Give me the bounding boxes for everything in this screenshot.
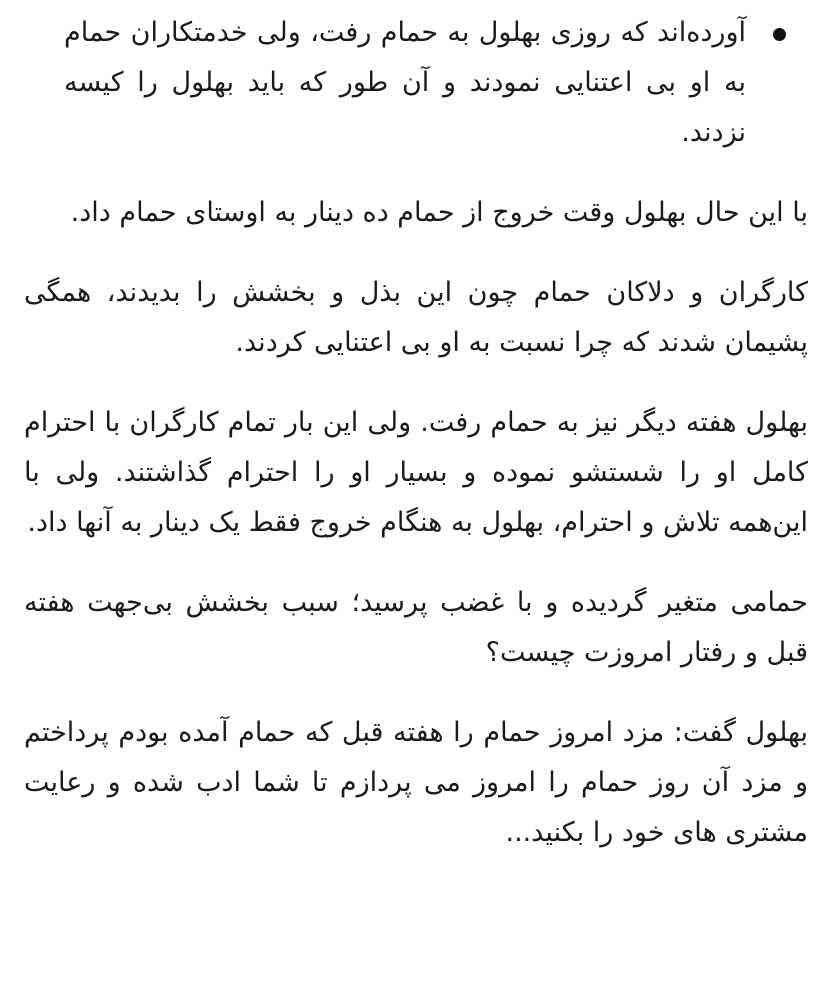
paragraph-bath-owner-question: حمامی متغیر گردیده و با غضب پرسید؛ سبب بخشش بی‌جهت هفته قبل و رفتار امروزت چیست؟ [24,587,808,668]
paragraph-workers-regret: کارگران و دلاکان حمام چون این بذل و بخشش را بدیدند، همگی پشیمان شدند که چرا نسبت به او بی اعتنایی کردند. [24,277,808,358]
bullet-item [64,8,746,158]
paragraph-bohlul-answer: بهلول گفت: مزد امروز حمام را هفته قبل که حمام آمده بودم پرداختم و مزد آن روز حمام را امروز می پردازم تا شما ادب شده و رعایت مشتری های خود را بکنید... [24,717,808,848]
bullet-list [24,8,808,158]
paragraph-second-visit: بهلول هفته دیگر نیز به حمام رفت. ولی این بار تمام کارگران با احترام کامل او را شستشو نموده و بسیار او را احترام گذاشتند. ولی با این‌همه تلاش و احترام، بهلول به هنگام خروج فقط یک دینار به آنها داد. [24,407,808,538]
bullet-text: آورده‌اند که روزی بهلول به حمام رفت، ولی خدمتکاران حمام به او بی اعتنایی نمودند و آن طور که باید بهلول را کیسه نزدند. [64,17,746,148]
bullet-dot-icon [773,28,786,41]
paragraph-gift-ten-dinars: با این حال بهلول وقت خروج از حمام ده دینار به اوستای حمام داد. [70,197,808,228]
